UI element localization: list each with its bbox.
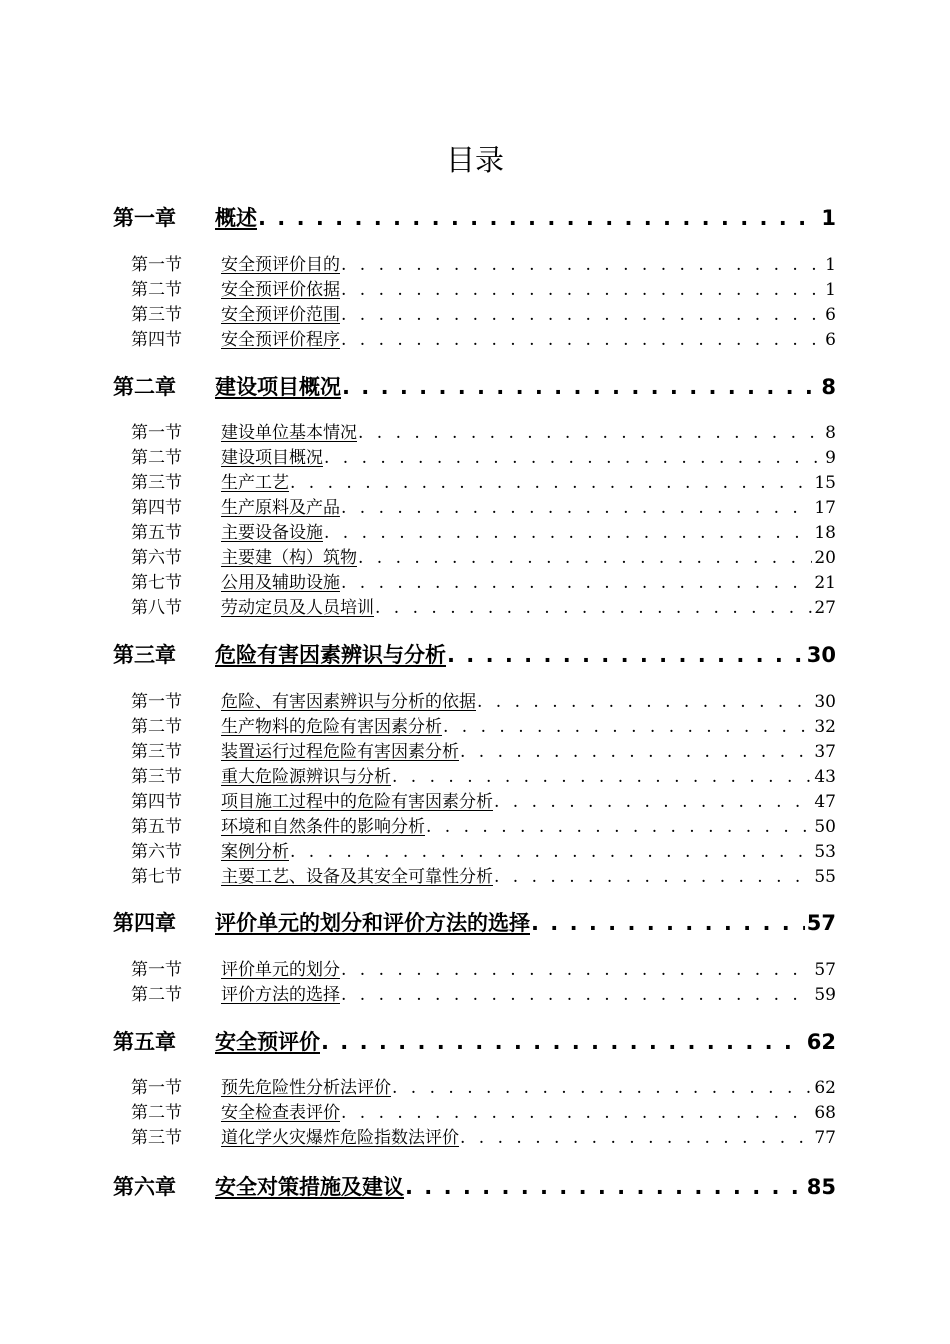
chapter-title: 评价单元的划分和评价方法的选择 [215,911,530,935]
section-link[interactable] [131,815,425,839]
dot-leader [324,446,823,470]
section-title: 评价方法的选择 [221,985,340,1005]
toc-section-entry[interactable] [131,278,836,302]
section-title: 主要设备设施 [221,523,323,543]
section-link[interactable] [131,596,374,620]
dot-leader [341,496,812,520]
section-page-number: 30 [814,692,836,712]
chapter-page-number: 8 [821,375,836,399]
toc-section-entry[interactable] [131,815,836,839]
chapter-link[interactable] [113,1025,320,1059]
section-number: 第一节 [131,255,182,275]
chapter-page-number: 85 [806,1175,836,1199]
chapter-page-number: 57 [806,911,836,935]
section-page-number: 37 [814,742,836,762]
chapter-title: 建设项目概况 [215,375,341,399]
section-number: 第二节 [131,985,182,1005]
section-number: 第五节 [131,817,182,837]
dot-leader [392,765,812,789]
toc-section-entry[interactable] [131,471,836,495]
dot-leader [405,1170,805,1204]
section-title: 生产原料及产品 [221,498,340,518]
section-link[interactable] [131,790,493,814]
section-title: 生产物料的危险有害因素分析 [221,717,442,737]
section-title: 公用及辅助设施 [221,573,340,593]
section-page-number: 43 [814,767,836,787]
toc-section-entry[interactable] [131,571,836,595]
section-title: 项目施工过程中的危险有害因素分析 [221,792,493,812]
section-page-number: 55 [814,867,836,887]
section-link[interactable] [131,765,391,789]
section-number: 第一节 [131,423,182,443]
section-number: 第三节 [131,742,182,762]
section-page-number: 8 [825,423,836,443]
section-number: 第三节 [131,473,182,493]
section-page-number: 18 [814,523,836,543]
section-page-number: 1 [825,255,836,275]
toc-section-entry[interactable] [131,521,836,545]
section-title: 安全预评价程序 [221,330,340,350]
toc-section-entry[interactable] [131,1076,836,1100]
section-link[interactable] [131,983,340,1007]
dot-leader [447,638,805,672]
dot-leader [324,521,812,545]
section-title: 安全检查表评价 [221,1103,340,1123]
section-title: 评价单元的划分 [221,960,340,980]
chapter-title: 安全预评价 [215,1030,320,1054]
toc-section-entry[interactable] [131,740,836,764]
section-page-number: 57 [814,960,836,980]
toc-section-entry[interactable] [131,496,836,520]
dot-leader [341,328,823,352]
toc-section-entry[interactable] [131,253,836,277]
section-link[interactable] [131,446,323,470]
section-number: 第四节 [131,792,182,812]
dot-leader [477,690,812,714]
section-number: 第三节 [131,305,182,325]
section-number: 第二节 [131,280,182,300]
chapter-number: 第三章 [113,643,176,667]
toc-section-entry[interactable] [131,1101,836,1125]
section-page-number: 32 [814,717,836,737]
dot-leader [341,983,812,1007]
dot-leader [341,253,823,277]
section-page-number: 6 [825,330,836,350]
section-title: 危险、有害因素辨识与分析的依据 [221,692,476,712]
section-title: 主要建（构）筑物 [221,548,357,568]
section-link[interactable] [131,421,357,445]
toc-section-entry[interactable] [131,865,836,889]
section-number: 第三节 [131,767,182,787]
toc-section-entry[interactable] [131,1126,836,1150]
section-link[interactable] [131,253,340,277]
toc-chapter-entry[interactable] [113,201,836,235]
chapter-title: 危险有害因素辨识与分析 [215,643,446,667]
dot-leader [321,1025,805,1059]
toc-section-entry[interactable] [131,983,836,1007]
chapter-number: 第四章 [113,911,176,935]
section-number: 第一节 [131,1078,182,1098]
section-title: 安全预评价范围 [221,305,340,325]
section-number: 第六节 [131,548,182,568]
section-page-number: 59 [814,985,836,1005]
section-title: 环境和自然条件的影响分析 [221,817,425,837]
chapter-number: 第六章 [113,1175,176,1199]
section-link[interactable] [131,958,340,982]
toc-chapter-entry[interactable] [113,1025,836,1059]
dot-leader [341,278,823,302]
section-title: 案例分析 [221,842,289,862]
toc-section-entry[interactable] [131,715,836,739]
dot-leader [494,865,812,889]
section-number: 第七节 [131,573,182,593]
chapter-link[interactable] [113,906,530,940]
section-link[interactable] [131,715,442,739]
dot-leader [358,546,812,570]
dot-leader [494,790,812,814]
chapter-number: 第一章 [113,206,176,230]
section-link[interactable] [131,496,340,520]
toc-chapter-entry[interactable] [113,370,836,404]
section-link[interactable] [131,840,289,864]
section-link[interactable] [131,303,340,327]
dot-leader [531,906,805,940]
toc-title: 目录 [445,143,504,177]
section-link[interactable] [131,865,493,889]
section-number: 第五节 [131,523,182,543]
section-title: 重大危险源辨识与分析 [221,767,391,787]
dot-leader [290,840,812,864]
dot-leader [375,596,812,620]
section-page-number: 53 [814,842,836,862]
section-number: 第八节 [131,598,182,618]
section-page-number: 1 [825,280,836,300]
section-link[interactable] [131,546,357,570]
toc-section-entry[interactable] [131,596,836,620]
chapter-link[interactable] [113,638,446,672]
dot-leader [290,471,812,495]
section-link[interactable] [131,571,340,595]
section-number: 第一节 [131,692,182,712]
section-page-number: 17 [814,498,836,518]
section-page-number: 20 [814,548,836,568]
section-number: 第二节 [131,717,182,737]
toc-chapter-entry[interactable] [113,1170,836,1204]
dot-leader [258,201,819,235]
section-title: 道化学火灾爆炸危险指数法评价 [221,1128,459,1148]
section-number: 第七节 [131,867,182,887]
dot-leader [392,1076,812,1100]
section-page-number: 77 [814,1128,836,1148]
section-title: 安全预评价目的 [221,255,340,275]
toc-chapter-entry[interactable] [113,906,836,940]
toc-section-entry[interactable] [131,328,836,352]
section-page-number: 15 [814,473,836,493]
toc-section-entry[interactable] [131,303,836,327]
dot-leader [460,1126,812,1150]
chapter-number: 第二章 [113,375,176,399]
dot-leader [426,815,812,839]
section-page-number: 62 [814,1078,836,1098]
section-link[interactable] [131,1126,459,1150]
toc-section-entry[interactable] [131,840,836,864]
section-title: 建设项目概况 [221,448,323,468]
chapter-page-number: 1 [821,206,836,230]
section-link[interactable] [131,471,289,495]
section-title: 生产工艺 [221,473,289,493]
section-title: 建设单位基本情况 [221,423,357,443]
section-title: 劳动定员及人员培训 [221,598,374,618]
section-title: 安全预评价依据 [221,280,340,300]
section-page-number: 9 [825,448,836,468]
section-page-number: 27 [814,598,836,618]
toc-chapter-entry[interactable] [113,638,836,672]
section-link[interactable] [131,690,476,714]
dot-leader [358,421,823,445]
section-number: 第四节 [131,498,182,518]
dot-leader [460,740,812,764]
section-title: 主要工艺、设备及其安全可靠性分析 [221,867,493,887]
section-title: 预先危险性分析法评价 [221,1078,391,1098]
section-link[interactable] [131,1076,391,1100]
section-number: 第三节 [131,1128,182,1148]
dot-leader [341,958,812,982]
dot-leader [342,370,819,404]
chapter-page-number: 62 [806,1030,836,1054]
section-page-number: 21 [814,573,836,593]
chapter-link[interactable] [113,201,257,235]
toc-section-entry[interactable] [131,765,836,789]
section-number: 第四节 [131,330,182,350]
chapter-title: 概述 [215,206,257,230]
section-link[interactable] [131,521,323,545]
section-number: 第二节 [131,1103,182,1123]
section-page-number: 6 [825,305,836,325]
toc-section-entry[interactable] [131,690,836,714]
dot-leader [443,715,812,739]
section-link[interactable] [131,328,340,352]
section-number: 第六节 [131,842,182,862]
chapter-link[interactable] [113,370,341,404]
toc-section-entry[interactable] [131,790,836,814]
section-number: 第二节 [131,448,182,468]
chapter-title: 安全对策措施及建议 [215,1175,404,1199]
section-page-number: 50 [814,817,836,837]
section-title: 装置运行过程危险有害因素分析 [221,742,459,762]
chapter-page-number: 30 [806,643,836,667]
toc-section-entry[interactable] [131,958,836,982]
section-number: 第一节 [131,960,182,980]
toc-section-entry[interactable] [131,446,836,470]
toc-section-entry[interactable] [131,421,836,445]
section-page-number: 47 [814,792,836,812]
section-link[interactable] [131,278,340,302]
section-link[interactable] [131,1101,340,1125]
section-page-number: 68 [814,1103,836,1123]
chapter-link[interactable] [113,1170,404,1204]
dot-leader [341,1101,812,1125]
section-link[interactable] [131,740,459,764]
dot-leader [341,303,823,327]
chapter-number: 第五章 [113,1030,176,1054]
toc-section-entry[interactable] [131,546,836,570]
dot-leader [341,571,812,595]
